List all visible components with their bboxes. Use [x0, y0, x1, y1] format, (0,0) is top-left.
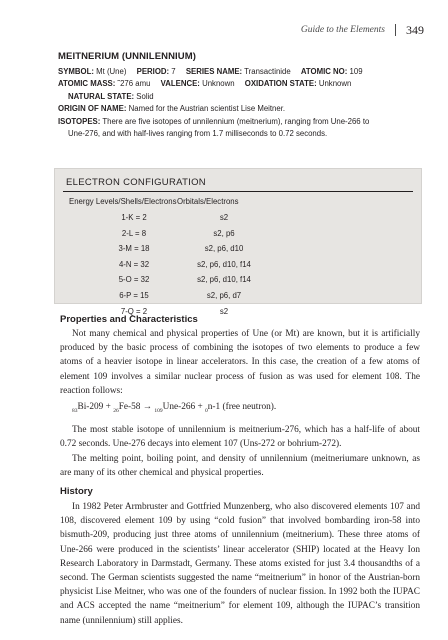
- properties-paragraph: The most stable isotope of unnilennium is meitnerium-276, which has a half-life of about 0.72 seconds. Une-276 decays into element 107 (Uns-272 or bohrium-272).: [60, 425, 420, 450]
- element-facts: [58, 66, 418, 140]
- isotopes-value-line2: Une-276, and with half-lives ranging from 1.7 milliseconds to 0.72 seconds.: [68, 129, 328, 139]
- eq-sub-2: 26: [113, 407, 119, 414]
- config-shell: 7-Q = 2: [120, 306, 148, 316]
- facts-row-5: [58, 116, 418, 128]
- period-value: 7: [171, 67, 176, 76]
- properties-heading: Properties and Characteristics: [60, 314, 198, 325]
- symbol-value: Mt (Une): [96, 67, 127, 76]
- config-orbitals: s2, p6, d10: [204, 244, 244, 254]
- oxidation-value: Unknown: [318, 79, 352, 89]
- config-orbitals: s2, p6, d7: [206, 290, 242, 300]
- config-orbitals: s2, p6, d10, f14: [197, 275, 251, 285]
- config-orbitals: s2, p6, d10, f14: [197, 259, 251, 269]
- facts-row-2: [58, 78, 418, 90]
- series-label: SERIES NAME:: [185, 67, 243, 76]
- atomic-mass-value: ˜276 amu: [117, 79, 151, 89]
- oxidation-label: OXIDATION STATE:: [244, 79, 317, 89]
- page-number: 349: [406, 22, 424, 37]
- config-row: [55, 291, 421, 307]
- eq-part-2: Fe-58 →: [118, 402, 155, 412]
- config-shell: 3-M = 18: [118, 244, 150, 254]
- eq-part-1: Bi-209 +: [77, 402, 114, 412]
- valence-value: Unknown: [202, 79, 235, 89]
- config-rows: [55, 213, 421, 322]
- history-para-1: [60, 500, 420, 628]
- config-orbitals: s2, p6: [213, 228, 235, 238]
- facts-row-3: [58, 91, 418, 103]
- running-head: [60, 22, 424, 38]
- properties-paragraph: The melting point, boiling point, and density of unnilennium (meitneriumare unknown, as are many of its other chemical and physical properties.: [60, 454, 420, 479]
- config-orbitals: s2: [219, 213, 229, 222]
- config-shell: 1-K = 2: [121, 213, 147, 222]
- config-shell: 2-L = 8: [121, 228, 147, 238]
- running-title: Guide to the Elements: [300, 25, 385, 35]
- electron-configuration-box: [54, 168, 422, 316]
- period-label: PERIOD:: [136, 67, 170, 76]
- origin-value: Named for the Austrian scientist Lise Meitner.: [128, 104, 286, 114]
- eq-sub-1: 83: [72, 407, 78, 414]
- isotopes-label: ISOTOPES:: [58, 116, 101, 126]
- facts-row-4: [58, 103, 418, 115]
- properties-para-3: [60, 452, 420, 480]
- valence-label: VALENCE:: [160, 79, 200, 89]
- eq-part-4: n-1 (free neutron).: [207, 402, 277, 412]
- properties-para-2: [60, 423, 420, 451]
- facts-row-1: [58, 66, 418, 78]
- config-shell: 4-N = 32: [118, 259, 150, 269]
- config-row: [55, 260, 421, 276]
- properties-paragraph: Not many chemical and physical properties of Une (or Mt) are known, but it is artificially produced by the basic process of combining the isotopes of two elements to produce a few atoms of a heavier isotope in linear accelerators. In this case, the creation of a few atoms of element 109 involves a similar nuclear process of fusion as was used for element 108. The reaction follows:: [60, 329, 420, 396]
- config-col-orbitals-header: Orbitals/Electrons: [177, 197, 239, 206]
- history-heading: History: [60, 486, 93, 497]
- header-divider: [395, 24, 396, 36]
- atomic-mass-label: ATOMIC MASS:: [58, 79, 116, 89]
- symbol-label: SYMBOL:: [58, 67, 94, 76]
- config-shell: 6-P = 15: [119, 290, 149, 300]
- config-divider: [63, 191, 413, 192]
- history-paragraph: In 1982 Peter Armbruster and Gottfried Munzenberg, who also discovered elements 107 and 108, discovered element 109 by using “cold fusion” that involved bombarding iron-58 into bismuth-209, producing just three atoms of unnilennium (meitnerium). These three atoms of Une-266 were produced in the scientists’ linear accelerator (SHIP) located at the Heavy Ion Research Laboratory in Darmstadt, Germany. These atoms existed for just 3.4 thousandths of a second. The German scientists suggested the name “meitnerium” in honor of the Austrian-born physicist Lise Meitner, who was one of the founders of nuclear fission. In 1992 both the IUPAC and ACS accepted the name “meitnerium” for element 109, although the IUPAC’s transition name (unnilennium) still applies.: [60, 502, 420, 626]
- config-title: ELECTRON CONFIGURATION: [66, 177, 206, 188]
- origin-label: ORIGIN OF NAME:: [58, 104, 127, 114]
- eq-part-3: Une-266 +: [162, 402, 206, 412]
- series-value: Transactinide: [244, 67, 291, 76]
- natural-state-label: NATURAL STATE:: [68, 91, 135, 101]
- isotopes-value-line1: There are five isotopes of unnilennium (meitnerium), ranging from Une-266 to: [102, 116, 370, 126]
- config-row: [55, 229, 421, 245]
- atomic-no-label: ATOMIC NO:: [300, 67, 348, 76]
- config-col-shells-header: Energy Levels/Shells/Electrons: [69, 197, 177, 206]
- config-shell: 5-O = 32: [118, 275, 150, 285]
- config-row: [55, 244, 421, 260]
- eq-sub-3: 109: [154, 407, 163, 414]
- element-title: MEITNERIUM (UNNILENNIUM): [58, 51, 197, 62]
- reaction-equation: [72, 402, 276, 414]
- eq-sub-4: 0: [205, 407, 208, 414]
- config-row: [55, 275, 421, 291]
- config-row: [55, 213, 421, 229]
- config-orbitals: s2: [219, 306, 229, 316]
- properties-para-1: [60, 327, 420, 398]
- atomic-no-value: 109: [349, 67, 363, 76]
- facts-row-6: [58, 128, 418, 140]
- natural-state-value: Solid: [136, 91, 154, 101]
